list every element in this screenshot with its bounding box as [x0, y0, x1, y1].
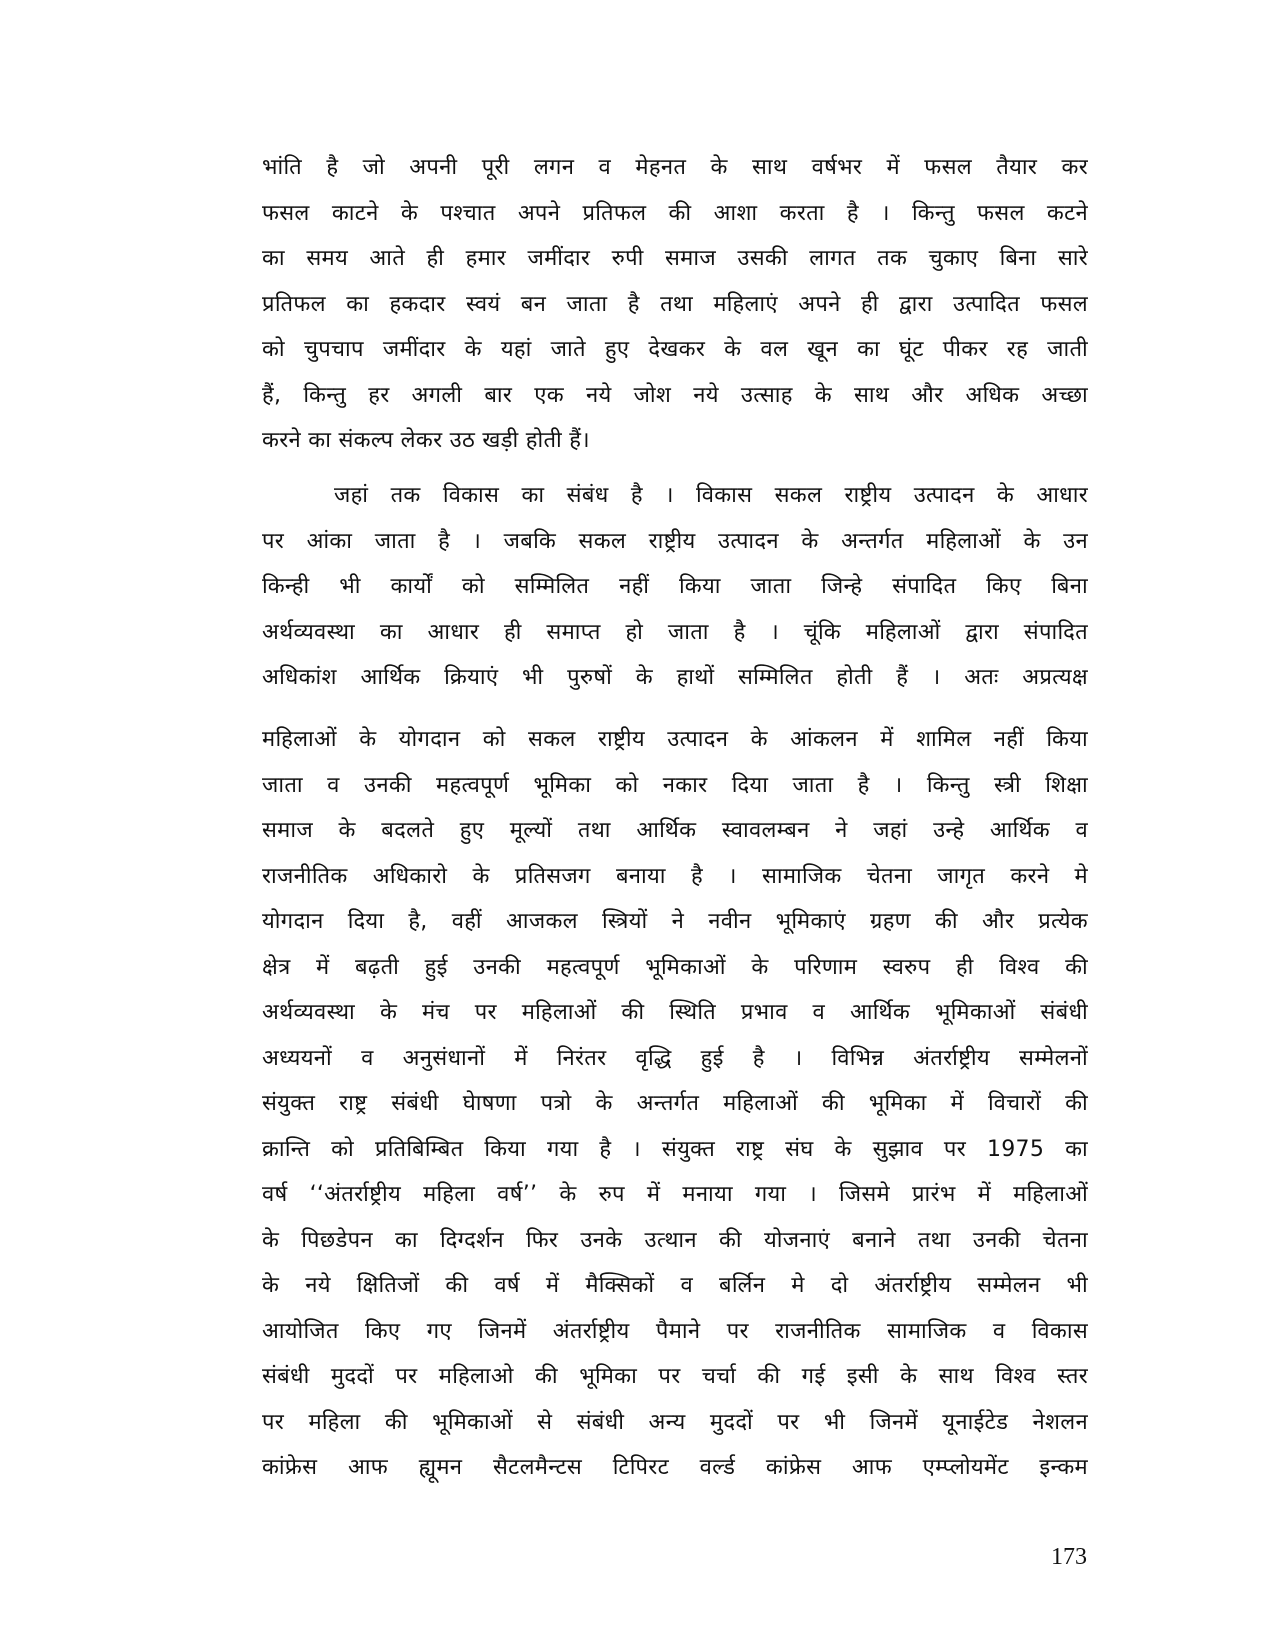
text-line: वर्ष ‘‘अंतर्राष्ट्रीय महिला वर्ष’’ के रुप में मनाया गया । जिसमे प्रारंभ में महिलाओं	[262, 1182, 1088, 1207]
text-line: पर आंका जाता है । जबकि सकल राष्ट्रीय उत्पादन के अन्तर्गत महिलाओं के उन	[262, 528, 1088, 554]
text-line: संयुक्त राष्ट्र संबंधी घेाषणा पत्रो के अन्तर्गत महिलाओं की भूमिका में विचारों की	[262, 1091, 1088, 1116]
text-line: पर महिला की भूमिकाओं से संबंधी अन्य मुददों पर भी जिनमें यूनाईटेड नेशलन	[262, 1409, 1088, 1435]
text-line: भांति है जो अपनी पूरी लगन व मेहनत के साथ वर्षभर में फसल तैयार कर	[262, 155, 1088, 180]
text-line: कांफ्रेस आफ ह्यूमन सैटलमैन्टस टिपिरट वर्ल्ड कांफ्रेस आफ एम्प्लोयमेंट इन्कम	[262, 1455, 1088, 1480]
text-line: महिलाओं के योगदान को सकल राष्ट्रीय उत्पादन के आंकलन में शामिल नहीं किया	[262, 727, 1088, 752]
text-line: प्रतिफल का हकदार स्वयं बन जाता है तथा महिलाएं अपने ही द्वारा उत्पादित फसल	[262, 291, 1088, 317]
text-line: हैं, किन्तु हर अगली बार एक नये जोश नये उत्साह के साथ और अधिक अच्छा	[262, 382, 1088, 408]
text-line: आयोजित किए गए जिनमें अंतर्राष्ट्रीय पैमाने पर राजनीतिक सामाजिक व विकास	[262, 1318, 1088, 1344]
text-line: करने का संकल्प लेकर उठ खड़ी होती हैं।	[262, 428, 590, 453]
text-line: संबंधी मुददों पर महिलाओ की भूमिका पर चर्चा की गई इसी के साथ विश्व स्तर	[262, 1364, 1088, 1389]
text-line: अधिकांश आर्थिक क्रियाएं भी पुरुषों के हाथों सम्मिलित होती हैं । अतः अप्रत्यक्ष	[262, 665, 1088, 690]
text-line: अर्थव्यवस्था के मंच पर महिलाओं की स्थिति प्रभाव व आर्थिक भूमिकाओं संबंधी	[262, 1000, 1088, 1025]
text-line: राजनीतिक अधिकारो के प्रतिसजग बनाया है । सामाजिक चेतना जागृत करने मे	[262, 863, 1088, 889]
text-line: को चुपचाप जमींदार के यहां जाते हुए देखकर के वल खून का घूंट पीकर रह जाती	[262, 337, 1088, 362]
text-line: समाज के बदलते हुए मूल्यों तथा आर्थिक स्वावलम्बन ने जहां उन्हे आर्थिक व	[262, 818, 1088, 843]
page-number: 173	[1051, 1544, 1087, 1570]
text-line: के नये क्षितिजों की वर्ष में मैक्सिकों व बर्लिन मे दो अंतर्राष्ट्रीय सम्मेलन भी	[262, 1273, 1088, 1298]
text-line: जहां तक विकास का संबंध है । विकास सकल राष्ट्रीय उत्पादन के आधार	[334, 483, 1088, 508]
text-line: किन्ही भी कार्यों को सम्मिलित नहीं किया जाता जिन्हे संपादित किए बिना	[262, 574, 1088, 599]
text-line: फसल काटने के पश्चात अपने प्रतिफल की आशा करता है । किन्तु फसल कटने	[262, 200, 1088, 226]
text-line: अध्ययनों व अनुसंधानों में निरंतर वृद्धि हुई है । विभिन्न अंतर्राष्ट्रीय सम्मेलनों	[262, 1045, 1088, 1071]
text-line: जाता व उनकी महत्वपूर्ण भूमिका को नकार दिया जाता है । किन्तु स्त्री शिक्षा	[262, 772, 1088, 798]
text-line: योगदान दिया है, वहीं आजकल स्त्रियों ने नवीन भूमिकाएं ग्रहण की और प्रत्येक	[262, 909, 1088, 934]
paragraph-2	[262, 473, 1088, 701]
paragraph-3	[262, 717, 1088, 1491]
text-line: का समय आते ही हमार जमींदार रुपी समाज उसकी लागत तक चुकाए बिना सारे	[262, 246, 1088, 271]
text-line: क्रान्ति को प्रतिबिम्बित किया गया है । संयुक्त राष्ट्र संघ के सुझाव पर 1975 का	[262, 1136, 1088, 1162]
text-line: क्षेत्र में बढ़ती हुई उनकी महत्वपूर्ण भूमिकाओं के परिणाम स्वरुप ही विश्व की	[262, 954, 1088, 980]
text-line: के पिछडेपन का दिग्दर्शन फिर उनके उत्थान की योजनाएं बनाने तथा उनकी चेतना	[262, 1227, 1088, 1253]
text-line: अर्थव्यवस्था का आधार ही समाप्त हो जाता है । चूंकि महिलाओं द्वारा संपादित	[262, 619, 1088, 645]
paragraph-1	[262, 145, 1088, 464]
